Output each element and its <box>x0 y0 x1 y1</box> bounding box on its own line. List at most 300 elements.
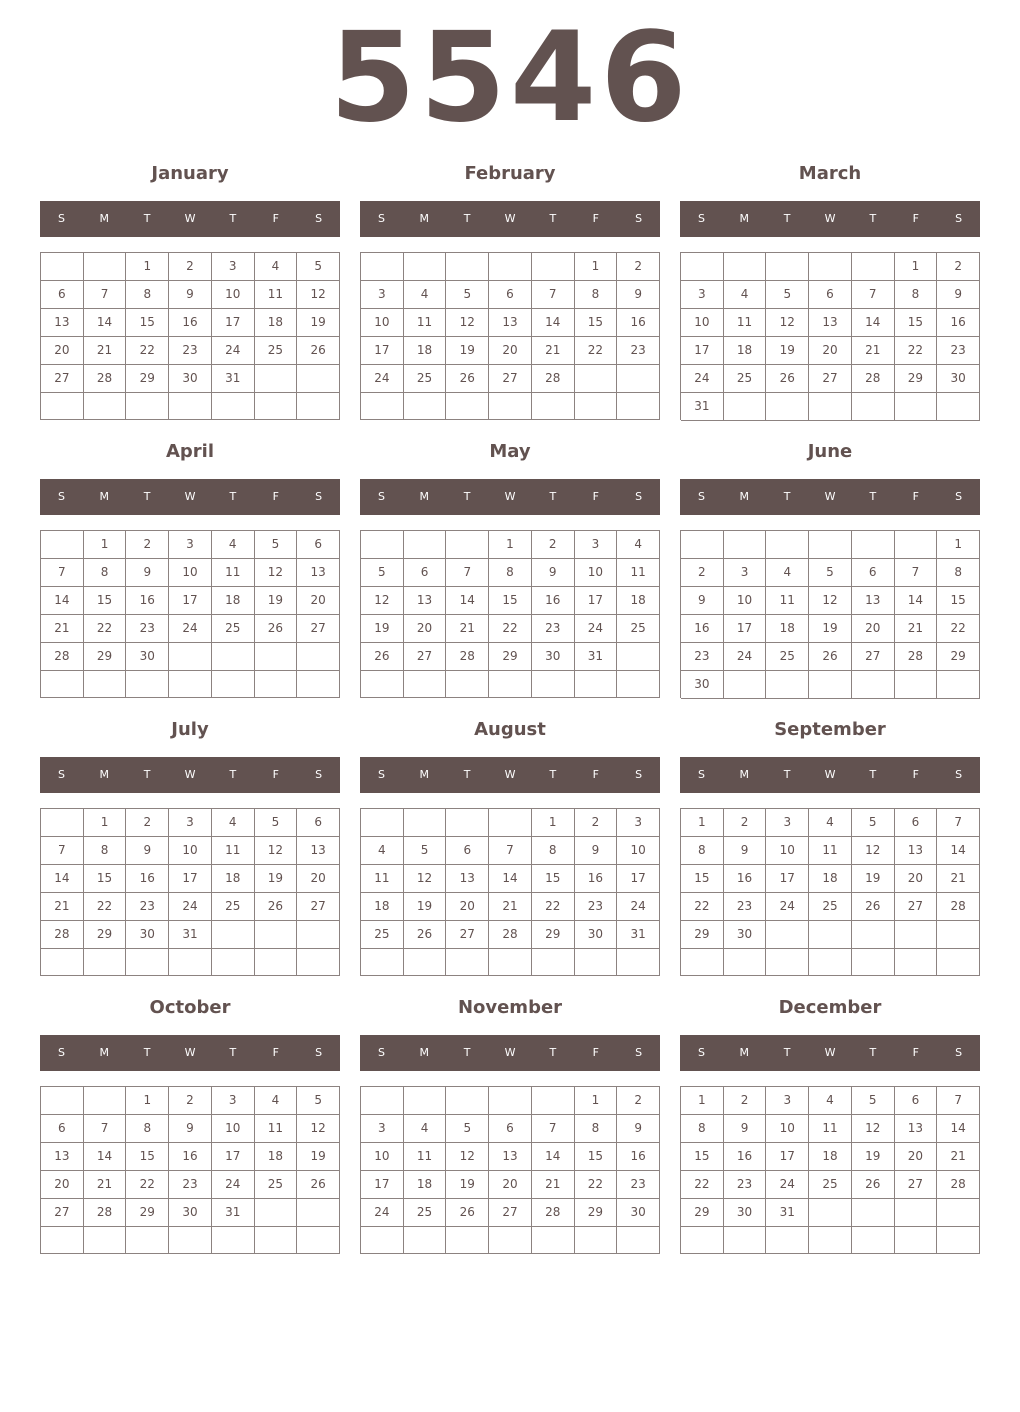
month-name: June <box>807 441 853 462</box>
day-cell: 28 <box>489 921 532 949</box>
weekday-header <box>680 201 980 237</box>
day-cell: 29 <box>895 365 938 393</box>
empty-day-cell <box>361 1087 404 1115</box>
day-cell: 30 <box>617 1199 660 1227</box>
weekday-label: M <box>739 768 750 781</box>
day-cell: 14 <box>895 587 938 615</box>
day-cell: 31 <box>766 1199 809 1227</box>
day-cell: 14 <box>41 587 84 615</box>
day-cell: 15 <box>681 865 724 893</box>
day-cell: 1 <box>489 531 532 559</box>
day-cell: 10 <box>361 309 404 337</box>
day-cell: 28 <box>895 643 938 671</box>
day-cell: 28 <box>446 643 489 671</box>
empty-day-cell <box>575 949 618 976</box>
day-cell: 17 <box>724 615 767 643</box>
day-cell: 4 <box>404 1115 447 1143</box>
empty-day-cell <box>446 531 489 559</box>
day-cell: 22 <box>681 893 724 921</box>
day-cell: 4 <box>212 809 255 837</box>
day-cell: 18 <box>404 1171 447 1199</box>
empty-day-cell <box>169 949 212 976</box>
day-cell: 31 <box>617 921 660 949</box>
weekday-label: T <box>869 212 877 225</box>
empty-day-cell <box>361 1227 404 1254</box>
day-cell: 24 <box>617 893 660 921</box>
day-cell: 26 <box>404 921 447 949</box>
day-grid <box>360 808 660 976</box>
day-cell: 16 <box>937 309 980 337</box>
day-cell: 20 <box>852 615 895 643</box>
day-cell: 22 <box>575 337 618 365</box>
day-cell: 11 <box>212 837 255 865</box>
empty-day-cell <box>404 949 447 976</box>
day-cell: 19 <box>255 587 298 615</box>
day-cell: 8 <box>575 1115 618 1143</box>
empty-day-cell <box>446 253 489 281</box>
day-grid <box>680 1086 980 1254</box>
day-cell: 3 <box>169 531 212 559</box>
day-cell: 13 <box>404 587 447 615</box>
day-cell: 19 <box>809 615 852 643</box>
day-cell: 5 <box>297 1087 340 1115</box>
day-cell: 21 <box>489 893 532 921</box>
empty-day-cell <box>255 921 298 949</box>
weekday-label: T <box>143 768 151 781</box>
weekday-label: M <box>99 490 110 503</box>
weekday-label: T <box>783 212 791 225</box>
weekday-header <box>40 1035 340 1071</box>
month-name: April <box>165 441 215 462</box>
day-cell: 21 <box>852 337 895 365</box>
weekday-label: M <box>419 1046 430 1059</box>
empty-day-cell <box>41 253 84 281</box>
day-cell: 4 <box>724 281 767 309</box>
empty-day-cell <box>809 253 852 281</box>
empty-day-cell <box>361 949 404 976</box>
day-cell: 29 <box>84 921 127 949</box>
weekday-label: S <box>377 212 385 225</box>
day-cell: 4 <box>404 281 447 309</box>
empty-day-cell <box>532 949 575 976</box>
day-cell: 27 <box>41 1199 84 1227</box>
day-cell: 26 <box>297 1171 340 1199</box>
empty-day-cell <box>489 1087 532 1115</box>
day-cell: 13 <box>297 559 340 587</box>
month-july <box>40 713 340 983</box>
day-cell: 7 <box>937 1087 980 1115</box>
day-cell: 9 <box>532 559 575 587</box>
day-grid <box>360 252 660 420</box>
day-cell: 10 <box>169 559 212 587</box>
day-cell: 8 <box>84 559 127 587</box>
day-cell: 29 <box>575 1199 618 1227</box>
empty-day-cell <box>895 671 938 699</box>
day-cell: 7 <box>41 837 84 865</box>
day-cell: 10 <box>212 281 255 309</box>
day-cell: 18 <box>212 865 255 893</box>
day-cell: 25 <box>766 643 809 671</box>
day-cell: 13 <box>895 1115 938 1143</box>
weekday-label: T <box>869 768 877 781</box>
weekday-label: T <box>549 490 557 503</box>
weekday-label: F <box>912 1046 919 1059</box>
day-cell: 7 <box>852 281 895 309</box>
empty-day-cell <box>41 949 84 976</box>
empty-day-cell <box>724 949 767 976</box>
empty-day-cell <box>169 643 212 671</box>
weekday-label: W <box>504 1046 516 1059</box>
day-cell: 14 <box>532 1143 575 1171</box>
day-cell: 17 <box>575 587 618 615</box>
empty-day-cell <box>446 949 489 976</box>
empty-day-cell <box>297 1227 340 1254</box>
day-cell: 13 <box>297 837 340 865</box>
weekday-header <box>40 201 340 237</box>
day-cell: 21 <box>895 615 938 643</box>
empty-day-cell <box>532 1227 575 1254</box>
day-cell: 9 <box>724 1115 767 1143</box>
empty-day-cell <box>297 1199 340 1227</box>
weekday-label: S <box>377 490 385 503</box>
day-cell: 10 <box>766 1115 809 1143</box>
day-cell: 17 <box>617 865 660 893</box>
empty-day-cell <box>446 671 489 698</box>
day-cell: 16 <box>126 865 169 893</box>
weekday-label: S <box>635 212 643 225</box>
day-cell: 27 <box>41 365 84 393</box>
empty-day-cell <box>41 393 84 420</box>
day-cell: 26 <box>852 1171 895 1199</box>
day-cell: 26 <box>766 365 809 393</box>
day-cell: 30 <box>126 921 169 949</box>
empty-day-cell <box>532 393 575 420</box>
weekday-label: T <box>783 768 791 781</box>
empty-day-cell <box>212 671 255 698</box>
day-cell: 8 <box>575 281 618 309</box>
day-cell: 2 <box>532 531 575 559</box>
day-cell: 4 <box>809 1087 852 1115</box>
day-cell: 31 <box>212 365 255 393</box>
day-cell: 27 <box>404 643 447 671</box>
day-cell: 5 <box>255 809 298 837</box>
weekday-label: M <box>739 212 750 225</box>
day-cell: 10 <box>212 1115 255 1143</box>
weekday-label: S <box>57 212 65 225</box>
empty-day-cell <box>489 1227 532 1254</box>
day-cell: 1 <box>84 809 127 837</box>
day-cell: 1 <box>895 253 938 281</box>
day-cell: 20 <box>895 1143 938 1171</box>
day-cell: 22 <box>126 1171 169 1199</box>
day-cell: 26 <box>297 337 340 365</box>
day-cell: 7 <box>489 837 532 865</box>
day-cell: 3 <box>766 809 809 837</box>
day-cell: 8 <box>937 559 980 587</box>
day-cell: 15 <box>575 309 618 337</box>
weekday-label: T <box>463 212 471 225</box>
day-cell: 23 <box>575 893 618 921</box>
day-cell: 21 <box>937 865 980 893</box>
day-cell: 23 <box>169 337 212 365</box>
empty-day-cell <box>361 393 404 420</box>
day-cell: 20 <box>404 615 447 643</box>
day-cell: 13 <box>41 309 84 337</box>
empty-day-cell <box>809 1227 852 1254</box>
empty-day-cell <box>255 1227 298 1254</box>
month-name: August <box>474 719 546 740</box>
day-cell: 2 <box>937 253 980 281</box>
day-cell: 2 <box>617 253 660 281</box>
day-cell: 21 <box>937 1143 980 1171</box>
day-cell: 14 <box>852 309 895 337</box>
weekday-label: T <box>549 212 557 225</box>
empty-day-cell <box>852 1199 895 1227</box>
empty-day-cell <box>41 671 84 698</box>
day-cell: 28 <box>41 921 84 949</box>
day-cell: 25 <box>809 1171 852 1199</box>
day-cell: 7 <box>895 559 938 587</box>
day-cell: 8 <box>681 837 724 865</box>
day-cell: 12 <box>297 1115 340 1143</box>
weekday-label: T <box>229 1046 237 1059</box>
empty-day-cell <box>617 393 660 420</box>
weekday-header <box>680 1035 980 1071</box>
day-cell: 26 <box>852 893 895 921</box>
day-cell: 22 <box>84 615 127 643</box>
empty-day-cell <box>532 1087 575 1115</box>
weekday-label: M <box>419 212 430 225</box>
empty-day-cell <box>84 949 127 976</box>
day-cell: 12 <box>255 837 298 865</box>
day-cell: 16 <box>169 1143 212 1171</box>
day-cell: 31 <box>575 643 618 671</box>
day-cell: 27 <box>489 1199 532 1227</box>
empty-day-cell <box>126 671 169 698</box>
day-cell: 23 <box>126 893 169 921</box>
day-cell: 8 <box>532 837 575 865</box>
empty-day-cell <box>41 1227 84 1254</box>
day-cell: 3 <box>617 809 660 837</box>
day-cell: 6 <box>489 1115 532 1143</box>
day-cell: 22 <box>937 615 980 643</box>
day-cell: 17 <box>766 865 809 893</box>
empty-day-cell <box>126 1227 169 1254</box>
day-cell: 20 <box>41 1171 84 1199</box>
day-cell: 16 <box>724 1143 767 1171</box>
day-cell: 19 <box>297 1143 340 1171</box>
empty-day-cell <box>361 671 404 698</box>
day-cell: 9 <box>617 1115 660 1143</box>
empty-day-cell <box>617 365 660 393</box>
day-cell: 3 <box>575 531 618 559</box>
empty-day-cell <box>84 393 127 420</box>
day-cell: 17 <box>169 587 212 615</box>
day-cell: 20 <box>895 865 938 893</box>
day-cell: 4 <box>255 253 298 281</box>
weekday-header <box>360 757 660 793</box>
day-cell: 26 <box>255 893 298 921</box>
day-cell: 2 <box>169 1087 212 1115</box>
empty-day-cell <box>766 921 809 949</box>
day-grid <box>680 530 980 698</box>
weekday-label: T <box>463 768 471 781</box>
day-cell: 16 <box>126 587 169 615</box>
weekday-label: F <box>272 212 279 225</box>
day-cell: 11 <box>255 1115 298 1143</box>
empty-day-cell <box>724 531 767 559</box>
day-grid <box>680 808 980 976</box>
weekday-label: W <box>504 212 516 225</box>
empty-day-cell <box>297 643 340 671</box>
empty-day-cell <box>766 531 809 559</box>
empty-day-cell <box>446 393 489 420</box>
day-cell: 2 <box>169 253 212 281</box>
empty-day-cell <box>404 531 447 559</box>
empty-day-cell <box>361 253 404 281</box>
day-cell: 26 <box>809 643 852 671</box>
day-grid <box>360 1086 660 1254</box>
weekday-header <box>360 479 660 515</box>
weekday-label: S <box>315 490 323 503</box>
weekday-label: S <box>377 768 385 781</box>
day-cell: 16 <box>617 1143 660 1171</box>
day-cell: 23 <box>169 1171 212 1199</box>
day-cell: 25 <box>724 365 767 393</box>
day-cell: 28 <box>84 365 127 393</box>
empty-day-cell <box>895 1227 938 1254</box>
day-cell: 10 <box>361 1143 404 1171</box>
weekday-label: F <box>592 490 599 503</box>
empty-day-cell <box>575 1227 618 1254</box>
day-cell: 24 <box>169 615 212 643</box>
weekday-label: S <box>315 212 323 225</box>
empty-day-cell <box>937 949 980 976</box>
day-cell: 15 <box>84 587 127 615</box>
weekday-label: S <box>57 490 65 503</box>
day-cell: 29 <box>532 921 575 949</box>
day-cell: 14 <box>41 865 84 893</box>
day-cell: 21 <box>41 893 84 921</box>
month-name: July <box>171 719 209 740</box>
day-cell: 16 <box>532 587 575 615</box>
weekday-label: F <box>912 212 919 225</box>
empty-day-cell <box>852 921 895 949</box>
day-cell: 5 <box>852 809 895 837</box>
day-cell: 14 <box>84 309 127 337</box>
day-grid <box>40 808 340 976</box>
day-cell: 25 <box>255 1171 298 1199</box>
day-cell: 6 <box>41 281 84 309</box>
day-cell: 1 <box>681 1087 724 1115</box>
month-name: January <box>151 163 229 184</box>
empty-day-cell <box>895 921 938 949</box>
empty-day-cell <box>212 643 255 671</box>
day-cell: 9 <box>126 559 169 587</box>
empty-day-cell <box>297 393 340 420</box>
day-cell: 5 <box>297 253 340 281</box>
day-cell: 20 <box>297 587 340 615</box>
weekday-label: F <box>592 212 599 225</box>
day-cell: 15 <box>489 587 532 615</box>
month-june <box>680 435 980 705</box>
day-cell: 14 <box>532 309 575 337</box>
day-cell: 21 <box>84 1171 127 1199</box>
day-cell: 12 <box>852 1115 895 1143</box>
empty-day-cell <box>297 671 340 698</box>
empty-day-cell <box>681 253 724 281</box>
weekday-label: S <box>697 490 705 503</box>
year-title: 5546 <box>329 6 691 150</box>
day-cell: 3 <box>724 559 767 587</box>
day-cell: 18 <box>724 337 767 365</box>
empty-day-cell <box>489 671 532 698</box>
empty-day-cell <box>852 1227 895 1254</box>
day-cell: 25 <box>212 893 255 921</box>
day-cell: 20 <box>297 865 340 893</box>
day-cell: 28 <box>84 1199 127 1227</box>
day-cell: 16 <box>617 309 660 337</box>
day-cell: 5 <box>446 1115 489 1143</box>
empty-day-cell <box>895 393 938 421</box>
weekday-label: M <box>739 490 750 503</box>
day-cell: 15 <box>681 1143 724 1171</box>
weekday-label: T <box>229 768 237 781</box>
day-cell: 18 <box>766 615 809 643</box>
day-cell: 11 <box>617 559 660 587</box>
day-cell: 13 <box>446 865 489 893</box>
day-cell: 30 <box>937 365 980 393</box>
empty-day-cell <box>766 253 809 281</box>
empty-day-cell <box>724 393 767 421</box>
month-name: December <box>778 997 882 1018</box>
day-cell: 18 <box>809 1143 852 1171</box>
day-cell: 22 <box>532 893 575 921</box>
day-cell: 7 <box>84 1115 127 1143</box>
day-cell: 24 <box>361 365 404 393</box>
day-cell: 17 <box>212 309 255 337</box>
empty-day-cell <box>446 1087 489 1115</box>
day-cell: 14 <box>489 865 532 893</box>
day-cell: 23 <box>532 615 575 643</box>
weekday-label: S <box>697 212 705 225</box>
weekday-label: W <box>184 1046 196 1059</box>
day-cell: 19 <box>766 337 809 365</box>
day-cell: 7 <box>41 559 84 587</box>
weekday-label: S <box>635 1046 643 1059</box>
empty-day-cell <box>255 671 298 698</box>
day-cell: 24 <box>724 643 767 671</box>
empty-day-cell <box>937 1199 980 1227</box>
empty-day-cell <box>724 253 767 281</box>
day-cell: 12 <box>446 1143 489 1171</box>
weekday-header <box>360 201 660 237</box>
day-cell: 27 <box>895 893 938 921</box>
day-cell: 22 <box>84 893 127 921</box>
day-cell: 19 <box>852 865 895 893</box>
day-cell: 4 <box>766 559 809 587</box>
day-cell: 18 <box>212 587 255 615</box>
day-cell: 28 <box>41 643 84 671</box>
day-cell: 3 <box>361 1115 404 1143</box>
day-cell: 13 <box>895 837 938 865</box>
month-may <box>360 435 660 705</box>
day-cell: 24 <box>212 1171 255 1199</box>
day-cell: 29 <box>681 921 724 949</box>
day-cell: 13 <box>852 587 895 615</box>
weekday-header <box>40 757 340 793</box>
weekday-label: T <box>143 490 151 503</box>
